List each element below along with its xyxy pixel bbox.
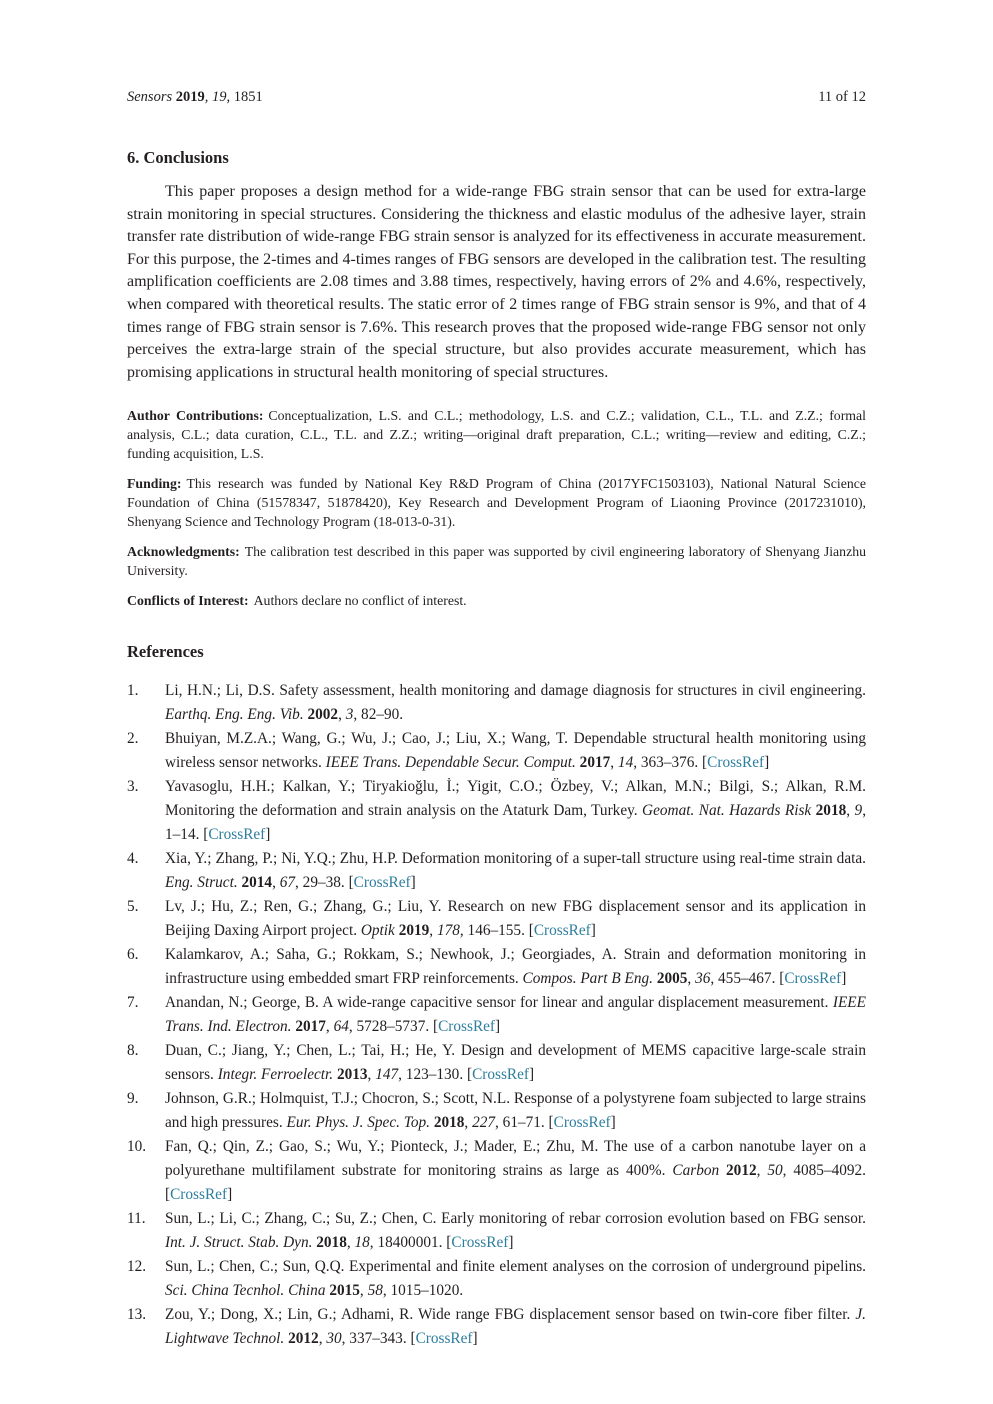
crossref-link[interactable]: CrossRef xyxy=(208,826,266,844)
text-segment: Xia, Y.; Zhang, P.; Ni, Y.Q.; Zhu, H.P. Deformation monitoring of a super-tall structure using real-time strain data. xyxy=(165,850,866,868)
crossref-link[interactable]: CrossRef xyxy=(784,970,842,988)
reference-text xyxy=(165,1087,866,1135)
text-segment: Fan, Q.; Qin, Z.; Gao, S.; Wu, Y.; Pionteck, J.; Mader, E.; Zhu, M. The use of a carbon nanotube layer on a polyurethane multifilament substrate for monitoring strains as large as 400%. xyxy=(165,1138,866,1180)
text-segment: , xyxy=(272,874,280,892)
reference-number: 11. xyxy=(127,1210,146,1228)
text-segment: Li, H.N.; Li, D.S. Safety assessment, health monitoring and damage diagnosis for structures in civil engineering. xyxy=(165,682,866,700)
text-segment: Eng. Struct. xyxy=(165,874,238,892)
text-segment: ] xyxy=(508,1234,514,1252)
reference-item xyxy=(127,1135,866,1207)
reference-item xyxy=(127,775,866,847)
back-matter-notes xyxy=(127,406,866,610)
text-segment: IEEE Trans. Dependable Secur. Comput. xyxy=(325,754,576,772)
reference-item xyxy=(127,727,866,775)
text-segment: Optik xyxy=(360,922,395,940)
text-segment: 30 xyxy=(326,1330,342,1348)
text-segment: 2014 xyxy=(241,874,273,892)
crossref-link[interactable]: CrossRef xyxy=(353,874,411,892)
crossref-link[interactable]: CrossRef xyxy=(472,1066,530,1084)
text-segment: 2018 xyxy=(316,1234,347,1252)
reference-number: 12. xyxy=(127,1258,147,1276)
text-segment: Lv, J.; Hu, Z.; Ren, G.; Zhang, G.; Liu, Y. Research on new FBG displacement sensor and its application in Beijing Daxing Airport project. xyxy=(165,898,866,940)
text-segment: , xyxy=(846,802,855,820)
note-item xyxy=(127,542,866,580)
text-segment: 2018 xyxy=(815,802,847,820)
text-segment: ] xyxy=(265,826,271,844)
reference-item xyxy=(127,895,866,943)
reference-list xyxy=(127,679,866,1351)
text-segment: Sun, L.; Chen, C.; Sun, Q.Q. Experimental and finite element analyses on the corrosion of underground pipelins. xyxy=(165,1258,866,1276)
text-segment: , 18400001. [ xyxy=(369,1234,452,1252)
text-segment: , 1851 xyxy=(226,89,263,105)
reference-item xyxy=(127,1207,866,1255)
text-segment: Int. J. Struct. Stab. Dyn. xyxy=(165,1234,313,1252)
note-label: Author Contributions: xyxy=(127,408,264,424)
note-label: Acknowledgments: xyxy=(127,544,240,560)
text-segment: , xyxy=(429,922,437,940)
text-segment: Integr. Ferroelectr. xyxy=(217,1066,334,1084)
reference-number: 1. xyxy=(127,682,139,700)
reference-number: 6. xyxy=(127,946,139,964)
section-heading-conclusions: 6. Conclusions xyxy=(127,148,229,167)
text-segment: , xyxy=(318,1330,327,1348)
text-segment: , 337–343. [ xyxy=(341,1330,416,1348)
reference-text xyxy=(165,1255,866,1303)
text-segment: Sci. China Tecnhol. China xyxy=(165,1282,326,1300)
reference-number: 2. xyxy=(127,730,139,748)
reference-item xyxy=(127,847,866,895)
page-header xyxy=(127,88,866,106)
text-segment: 2019 xyxy=(175,89,205,105)
text-segment: , 29–38. [ xyxy=(295,874,354,892)
text-segment: Kalamkarov, A.; Saha, G.; Rokkam, S.; Newhook, J.; Georgiades, A. Strain and deformation monitoring in infrastructure using embedded smart FRP reinforcements. xyxy=(165,946,866,988)
text-segment: 147 xyxy=(375,1066,399,1084)
reference-text xyxy=(165,775,866,847)
text-segment: , xyxy=(610,754,618,772)
conclusions-paragraph: This paper proposes a design method for a wide-range FBG strain sensor that can be used for extra-large strain monitoring in special structures. Considering the thickness and elastic modulus of the adhesive layer, strain transfer rate distribution of wide-range FBG strain sensor is analyzed for its effectiveness in accurate measurement. For this purpose, the 2-times and 4-times ranges of FBG sensors are developed in the calibration test. The resulting amplification coefficients are 2.08 times and 3.88 times, respectively, having errors of 2% and 4.6%, respectively, when compared with theoretical results. The static error of 2 times range of FBG strain sensor is 9%, and that of 4 times range of FBG strain sensor is 7.6%. This research proves that the proposed wide-range FBG sensor not only perceives the extra-large strain of the special structure, but also provides accurate measurement, which has promising applications in structural health monitoring of special structures. xyxy=(127,183,866,381)
text-segment: 178 xyxy=(436,922,460,940)
note-label: Conflicts of Interest: xyxy=(127,593,249,609)
text-segment: Anandan, N.; George, B. A wide-range capacitive sensor for linear and angular displacement measurement. xyxy=(165,994,833,1012)
crossref-link[interactable]: CrossRef xyxy=(707,754,765,772)
reference-item xyxy=(127,1087,866,1135)
references-heading: References xyxy=(127,642,204,662)
text-segment: , 5728–5737. [ xyxy=(348,1018,439,1036)
text-segment: ] xyxy=(410,874,416,892)
text-segment: , 123–130. [ xyxy=(398,1066,473,1084)
text-segment: 2012 xyxy=(288,1330,319,1348)
text-segment: ] xyxy=(472,1330,478,1348)
text-segment: Eur. Phys. J. Spec. Top. xyxy=(286,1114,430,1132)
reference-text xyxy=(165,727,866,775)
text-segment: Zou, Y.; Dong, X.; Lin, G.; Adhami, R. Wide range FBG displacement sensor based on twin-core fiber filter. xyxy=(165,1306,856,1324)
text-segment: , 455–467. [ xyxy=(710,970,785,988)
text-segment: Yavasoglu, H.H.; Kalkan, Y.; Tiryakioğlu, İ.; Yigit, C.O.; Özbey, V.; Alkan, M.N.; Bilgi, S.; Alkan, R.M. Monitoring the deformation and strain analysis on the Ataturk Dam, Turkey. xyxy=(165,778,866,820)
text-segment: 2019 xyxy=(398,922,430,940)
text-segment: , xyxy=(325,1018,334,1036)
reference-text xyxy=(165,1303,866,1351)
text-segment: 36 xyxy=(695,970,711,988)
reference-number: 9. xyxy=(127,1090,139,1108)
text-segment: ] xyxy=(610,1114,616,1132)
crossref-link[interactable]: CrossRef xyxy=(415,1330,473,1348)
reference-item xyxy=(127,991,866,1039)
text-segment: 2013 xyxy=(336,1066,368,1084)
reference-text xyxy=(165,1135,866,1207)
note-text: This research was funded by National Key R&D Program of China (2017YFC1503103), National Natural Science Foundation of China (51578347, 51878420), Key Research and Development Program of Liaoning Province (2017231010), Shenyang Science and Technology Program (18-013-0-31). xyxy=(127,476,866,530)
reference-number: 8. xyxy=(127,1042,139,1060)
reference-item xyxy=(127,679,866,727)
text-segment: Sensors xyxy=(127,89,173,105)
reference-item xyxy=(127,1255,866,1303)
text-segment: , xyxy=(359,1282,368,1300)
reference-text xyxy=(165,1207,866,1255)
text-segment: Carbon xyxy=(672,1162,720,1180)
text-segment: , 1015–1020. xyxy=(382,1282,464,1300)
text-segment: 2015 xyxy=(329,1282,360,1300)
text-segment: 2017 xyxy=(579,754,611,772)
text-segment: , 363–376. [ xyxy=(633,754,708,772)
text-segment: , xyxy=(204,89,212,105)
reference-number: 7. xyxy=(127,994,139,1012)
note-text: Conceptualization, L.S. and C.L.; methodology, L.S. and C.Z.; validation, C.L., T.L. and Z.Z.; formal analysis, C.L.; data curation, C.L., T.L. and Z.Z.; writing—original draft preparation, C.L.; writing—review and editing, C.Z.; funding acquisition, L.S. xyxy=(127,408,866,462)
text-segment: , xyxy=(367,1066,376,1084)
text-segment: 58 xyxy=(367,1282,383,1300)
reference-item xyxy=(127,943,866,991)
text-segment: ] xyxy=(841,970,847,988)
text-segment: 2005 xyxy=(656,970,688,988)
crossref-link[interactable]: CrossRef xyxy=(438,1018,496,1036)
text-segment: , 146–155. [ xyxy=(459,922,534,940)
note-item xyxy=(127,406,866,463)
text-segment: 227 xyxy=(472,1114,496,1132)
note-item xyxy=(127,474,866,531)
crossref-link[interactable]: CrossRef xyxy=(533,922,591,940)
reference-text xyxy=(165,847,866,895)
reference-number: 10. xyxy=(127,1138,147,1156)
crossref-link[interactable]: CrossRef xyxy=(553,1114,611,1132)
text-segment: ] xyxy=(764,754,770,772)
note-text: The calibration test described in this paper was supported by civil engineering laboratory of Shenyang Jianzhu University. xyxy=(127,544,866,579)
note-label: Funding: xyxy=(127,476,182,492)
text-segment: , xyxy=(464,1114,473,1132)
crossref-link[interactable]: CrossRef xyxy=(170,1186,228,1204)
reference-number: 4. xyxy=(127,850,139,868)
crossref-link[interactable]: CrossRef xyxy=(451,1234,509,1252)
text-segment: ] xyxy=(227,1186,233,1204)
note-item xyxy=(127,591,866,610)
text-segment: Bhuiyan, M.Z.A.; Wang, G.; Wu, J.; Cao, J.; Liu, X.; Wang, T. Dependable structural health monitoring using wireless sensor networks. xyxy=(165,730,866,772)
reference-number: 3. xyxy=(127,778,139,796)
text-segment: , xyxy=(338,706,346,724)
text-segment: 2012 xyxy=(726,1162,757,1180)
reference-text xyxy=(165,679,866,727)
text-segment: 19 xyxy=(212,89,227,105)
text-segment: ] xyxy=(590,922,596,940)
text-segment: , 61–71. [ xyxy=(495,1114,554,1132)
text-segment: 18 xyxy=(354,1234,370,1252)
text-segment: Geomat. Nat. Hazards Risk xyxy=(642,802,812,820)
note-text: Authors declare no conflict of interest. xyxy=(253,593,467,609)
text-segment: , 1–14. [ xyxy=(165,802,867,844)
reference-text xyxy=(165,943,866,991)
text-segment: 2002 xyxy=(307,706,339,724)
text-segment: 2018 xyxy=(433,1114,465,1132)
text-segment: Compos. Part B Eng. xyxy=(522,970,653,988)
text-segment: J. Lightwave Technol. xyxy=(165,1306,866,1348)
reference-number: 13. xyxy=(127,1306,147,1324)
text-segment: IEEE Trans. Ind. Electron. xyxy=(165,994,866,1036)
text-segment: 3 xyxy=(345,706,354,724)
text-segment: , 4085–4092. [ xyxy=(165,1162,867,1204)
text-segment: 50 xyxy=(767,1162,783,1180)
reference-text xyxy=(165,991,866,1039)
reference-text xyxy=(165,1039,866,1087)
reference-item xyxy=(127,1039,866,1087)
text-segment: , 82–90. xyxy=(353,706,404,724)
journal-citation xyxy=(127,88,263,106)
reference-text xyxy=(165,895,866,943)
text-segment: , xyxy=(756,1162,768,1180)
text-segment xyxy=(719,1162,726,1179)
text-segment: , xyxy=(687,970,696,988)
text-segment: 14 xyxy=(617,754,634,772)
page-number: 11 of 12 xyxy=(818,89,866,105)
text-segment: 64 xyxy=(333,1018,349,1036)
text-segment: 9 xyxy=(854,802,863,820)
text-segment: 67 xyxy=(279,874,296,892)
reference-number: 5. xyxy=(127,898,139,916)
text-segment: Earthq. Eng. Eng. Vib. xyxy=(165,706,304,724)
text-segment: Sun, L.; Li, C.; Zhang, C.; Su, Z.; Chen, C. Early monitoring of rebar corrosion evolution based on FBG sensor. xyxy=(165,1210,866,1228)
text-segment: ] xyxy=(529,1066,535,1084)
reference-item xyxy=(127,1303,866,1351)
text-segment: Duan, C.; Jiang, Y.; Chen, L.; Tai, H.; He, Y. Design and development of MEMS capacitive large-scale strain sensors. xyxy=(165,1042,866,1084)
text-segment: Johnson, G.R.; Holmquist, T.J.; Chocron, S.; Scott, N.L. Response of a polystyrene foam subjected to large strains and high pressures. xyxy=(165,1090,866,1132)
text-segment: , xyxy=(346,1234,355,1252)
text-segment: 2017 xyxy=(295,1018,326,1036)
text-segment: ] xyxy=(495,1018,501,1036)
